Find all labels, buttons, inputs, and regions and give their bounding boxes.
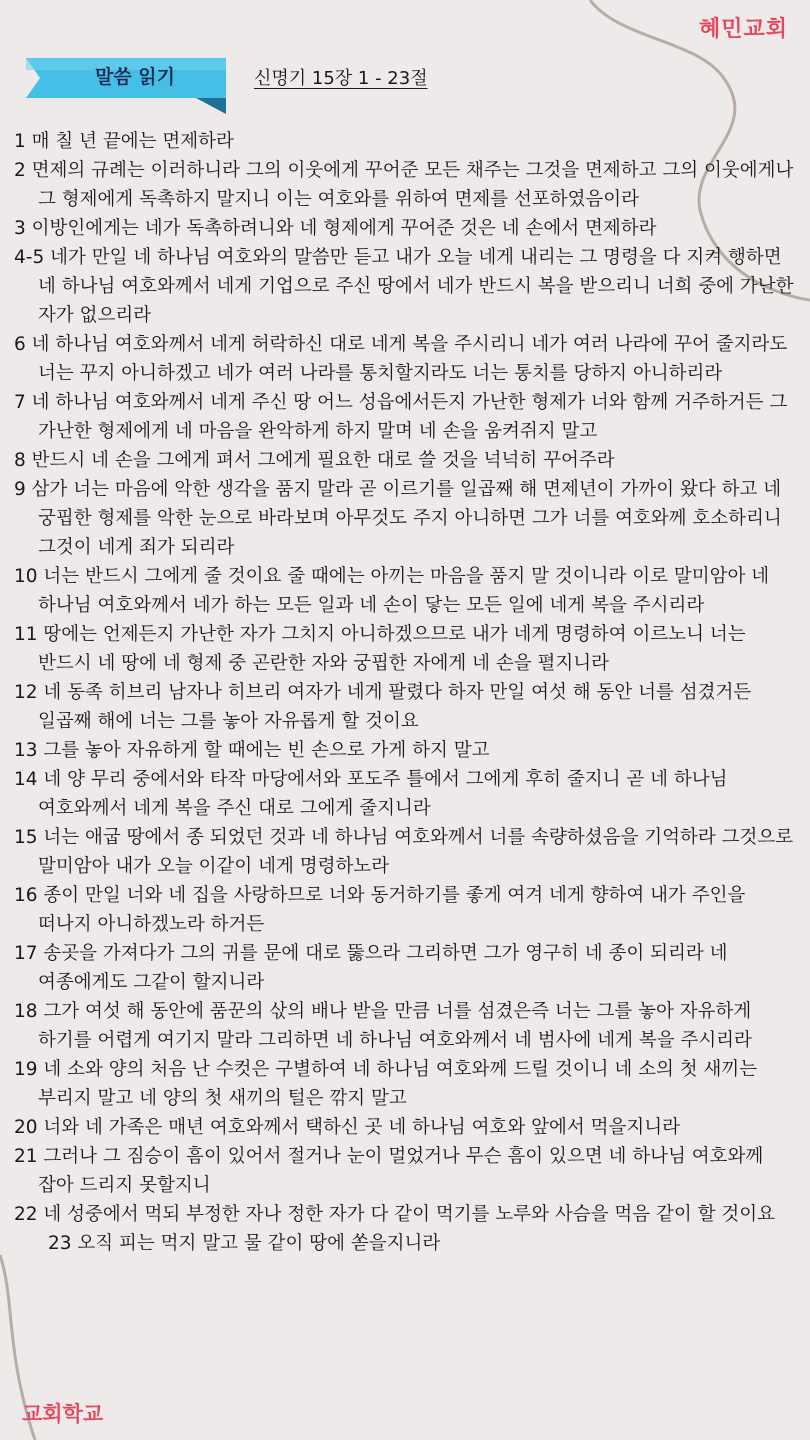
verse-19: 19 네 소와 양의 처음 난 수컷은 구별하여 네 하나님 여호와께 드릴 것이니 네 소의 첫 새끼는 부리지 말고 네 양의 첫 새끼의 털은 깎지 말고 [14, 1059, 758, 1109]
verse-22: 22 네 성중에서 먹되 부정한 자나 정한 자가 다 같이 먹기를 노루와 사슴을 먹음 같이 할 것이요 [14, 1204, 775, 1225]
verse-9: 9 삼가 너는 마음에 악한 생각을 품지 말라 곧 이르기를 일곱째 해 면제년이 가까이 왔다 하고 네 궁핍한 형제를 악한 눈으로 바라보며 아무것도 주지 아니하면 그가 너를 여호와께 호소하리니 그것이 네게 죄가 되리라 [14, 479, 782, 558]
verse-16: 16 종이 만일 너와 네 집을 사랑하므로 너와 동거하기를 좋게 여겨 네게 향하여 내가 주인을 떠나지 아니하겠노라 하거든 [14, 885, 746, 935]
verse-2: 2 면제의 규례는 이러하니라 그의 이웃에게 꾸어준 모든 채주는 그것을 면제하고 그의 이웃에게나 그 형제에게 독촉하지 말지니 이는 여호와를 위하여 면제를 선포하였음이라 [14, 160, 794, 210]
verse-21: 21 그러나 그 짐승이 흠이 있어서 절거나 눈이 멀었거나 무슨 흠이 있으면 네 하나님 여호와께 잡아 드리지 못할지니 [14, 1146, 764, 1196]
verse-11: 11 땅에는 언제든지 가난한 자가 그치지 아니하겠으므로 내가 네게 명령하여 이르노니 너는 반드시 네 땅에 네 형제 중 곤란한 자와 궁핍한 자에게 네 손을 펼지니라 [14, 624, 746, 674]
verse-1: 1 매 칠 년 끝에는 면제하라 [14, 131, 234, 152]
verse-23: 23 오직 피는 먹지 말고 물 같이 땅에 쏟을지니라 [48, 1233, 441, 1254]
church-name: 혜민교회 [698, 17, 788, 42]
verse-15: 15 너는 애굽 땅에서 종 되었던 것과 네 하나님 여호와께서 너를 속량하셨음을 기억하라 그것으로 말미암아 내가 오늘 이같이 네게 명령하노라 [14, 827, 794, 877]
verse-17: 17 송곳을 가져다가 그의 귀를 문에 대로 뚫으라 그리하면 그가 영구히 네 종이 되리라 네 여종에게도 그같이 할지니라 [14, 943, 728, 993]
verse-6: 6 네 하나님 여호와께서 네게 허락하신 대로 네게 복을 주시리니 네가 여러 나라에 꾸어 줄지라도 너는 꾸지 아니하겠고 네가 여러 나라를 통치할지라도 너는 통치를 당하지 아니하리라 [14, 334, 788, 384]
verse-3: 3 이방인에게는 네가 독촉하려니와 네 형제에게 꾸어준 것은 네 손에서 면제하라 [14, 218, 657, 239]
verse-10: 10 너는 반드시 그에게 줄 것이요 줄 때에는 아끼는 마음을 품지 말 것이니라 이로 말미암아 네 하나님 여호와께서 네가 하는 모든 일과 네 손이 닿는 모든 일에 네게 복을 주시리라 [14, 566, 770, 616]
verse-18: 18 그가 여섯 해 동안에 품꾼의 삯의 배나 받을 만큼 너를 섬겼은즉 너는 그를 놓아 자유하게 하기를 어렵게 여기지 말라 그리하면 네 하나님 여호와께서 네 범사에 네게 복을 주시리라 [14, 1001, 752, 1051]
verse-20: 20 너와 네 가족은 매년 여호와께서 택하신 곳 네 하나님 여호와 앞에서 먹을지니라 [14, 1117, 680, 1138]
verse-8: 8 반드시 네 손을 그에게 펴서 그에게 필요한 대로 쓸 것을 넉넉히 꾸어주라 [14, 450, 615, 471]
church-school-label: 교회학교 [22, 1402, 104, 1426]
verse-12: 12 네 동족 히브리 남자나 히브리 여자가 네게 팔렸다 하자 만일 여섯 해 동안 너를 섬겼거든 일곱째 해에 너는 그를 놓아 자유롭게 할 것이요 [14, 682, 752, 732]
verse-7: 7 네 하나님 여호와께서 네게 주신 땅 어느 성읍에서든지 가난한 형제가 너와 함께 거주하거든 그 가난한 형제에게 네 마음을 완악하게 하지 말며 네 손을 움켜쥐지 말고 [14, 392, 788, 442]
passage-reference: 신명기 15장 1 - 23절 [254, 68, 428, 89]
verse-13: 13 그를 놓아 자유하게 할 때에는 빈 손으로 가게 하지 말고 [14, 740, 490, 761]
verse-list [14, 127, 800, 1258]
verse-14: 14 네 양 무리 중에서와 타작 마당에서와 포도주 틀에서 그에게 후히 줄지니 곧 네 하나님 여호와께서 네게 복을 주신 대로 그에게 줄지니라 [14, 769, 728, 819]
verse-4-5: 4-5 네가 만일 네 하나님 여호와의 말씀만 듣고 내가 오늘 네게 내리는 그 명령을 다 지켜 행하면 네 하나님 여호와께서 네게 기업으로 주신 땅에서 네가 반드시 복을 받으리니 너희 중에 가난한 자가 없으리라 [14, 247, 794, 326]
banner-label: 말씀 읽기 [94, 66, 176, 88]
